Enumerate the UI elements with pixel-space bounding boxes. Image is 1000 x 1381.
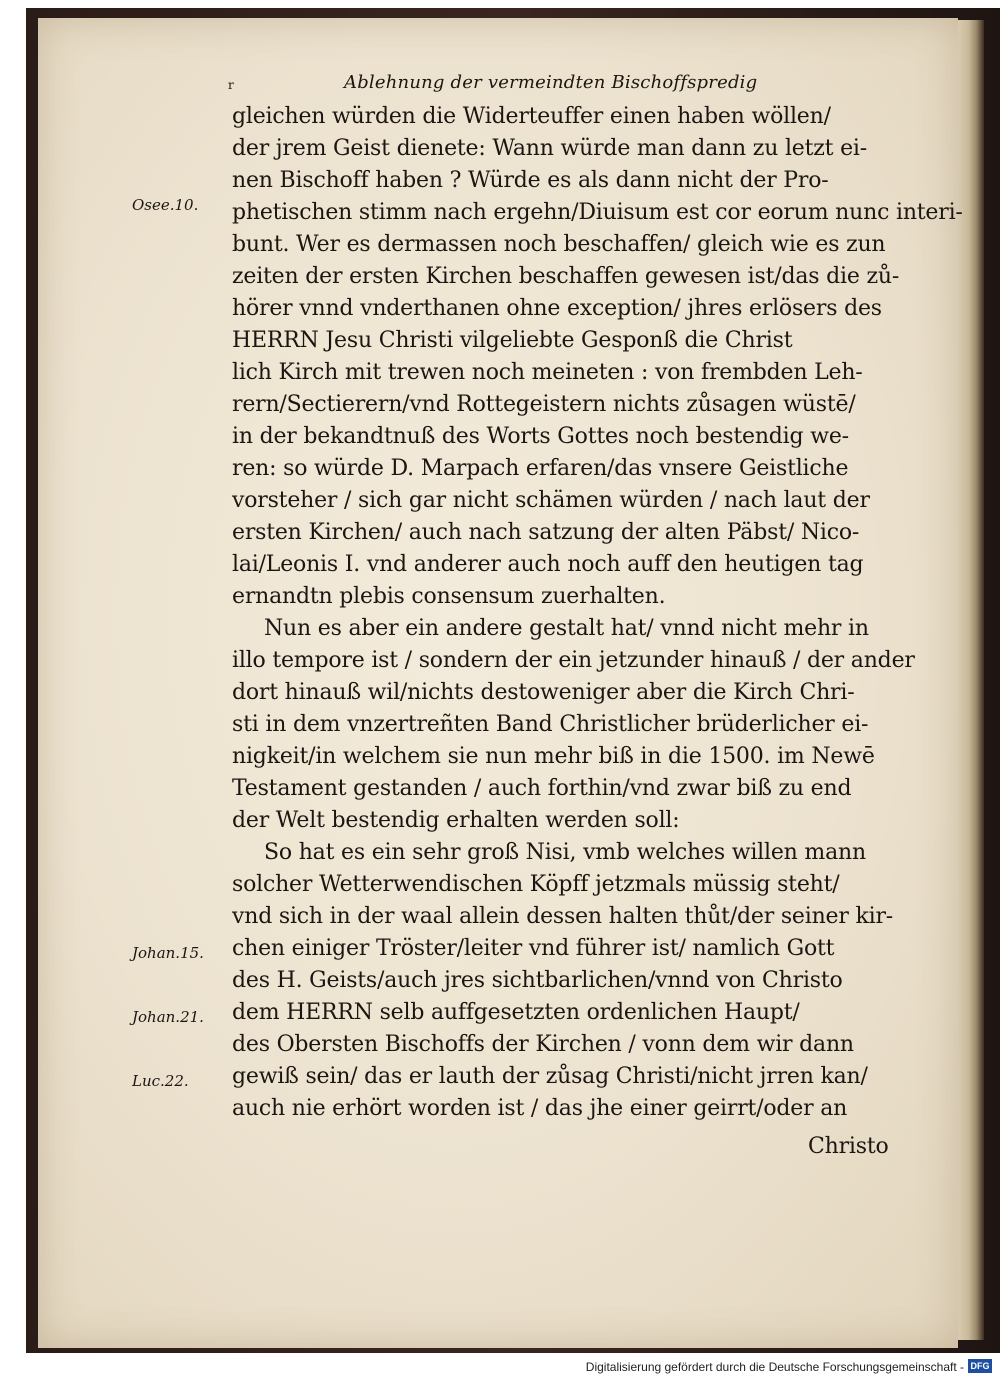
text-line: Testament gestanden / auch forthin/vnd zwar biß zu end [232,776,852,801]
text-line: nen Bischoff haben ? Würde es als dann nicht der Pro- [232,168,829,193]
page-mark: r [228,78,234,92]
text-line: rern/Sectierern/vnd Rottegeistern nichts zůsagen wüstē/ [232,392,856,417]
text-line: Nun es aber ein andere gestalt hat/ vnnd nicht mehr in [264,616,869,641]
text-line: HERRN Jesu Christi vilgeliebte Gesponß die Christ [232,328,793,353]
text-line: hörer vnnd vnderthanen ohne exception/ jhres erlösers des [232,296,882,321]
text-line: des Obersten Bischoffs der Kirchen / vonn dem wir dann [232,1032,854,1057]
footer-bar [0,1353,1000,1381]
text-line: dort hinauß wil/nichts destoweniger aber die Kirch Chri- [232,680,855,705]
text-line: der Welt bestendig erhalten werden soll: [232,808,680,833]
text-line: sti in dem vnzertreñten Band Christlicher brüderlicher ei- [232,712,869,737]
text-line: solcher Wetterwendischen Köpff jetzmals müssig steht/ [232,872,840,897]
funding-credit: Digitalisierung gefördert durch die Deutsche Forschungsgemeinschaft - [585,1360,964,1374]
text-line: der jrem Geist dienete: Wann würde man dann zu letzt ei- [232,136,867,161]
text-line: vnd sich in der waal allein dessen halten thůt/der seiner kir- [232,904,894,929]
text-line: ren: so würde D. Marpach erfaren/das vnsere Geistliche [232,456,849,481]
text-line: So hat es ein sehr groß Nisi, vmb welches willen mann [264,840,866,865]
margin-note: Johan.15. [132,944,204,962]
text-line: gewiß sein/ das er lauth der zůsag Christi/nicht jrren kan/ [232,1064,868,1089]
text-line: ersten Kirchen/ auch nach satzung der alten Päbst/ Nico- [232,520,860,545]
margin-note: Osee.10. [132,196,199,214]
text-line: des H. Geists/auch jres sichtbarlichen/vnnd von Christo [232,968,843,993]
text-line: chen einiger Tröster/leiter vnd führer ist/ namlich Gott [232,936,835,961]
text-line: dem HERRN selb auffgesetzten ordenlichen Haupt/ [232,1000,800,1025]
margin-note: Johan.21. [132,1008,204,1026]
text-line: phetischen stimm nach ergehn/Diuisum est cor eorum nunc interi- [232,200,963,225]
margin-note: Luc.22. [132,1072,189,1090]
text-line: auch nie erhört worden ist / das jhe einer geirrt/oder an [232,1096,848,1121]
text-line: lich Kirch mit trewen noch meineten : von frembden Leh- [232,360,863,385]
text-line: vorsteher / sich gar nicht schämen würden / nach laut der [232,488,870,513]
catchword: Christo [808,1134,889,1159]
text-line: illo tempore ist / sondern der ein jetzunder hinauß / der ander [232,648,915,673]
text-line: zeiten der ersten Kirchen beschaffen gewesen ist/das die zů- [232,264,900,289]
text-line: nigkeit/in welchem sie nun mehr biß in die 1500. im Newē [232,744,875,769]
text-line: bunt. Wer es dermassen noch beschaffen/ gleich wie es zun [232,232,886,257]
text-line: lai/Leonis I. vnd anderer auch noch auff den heutigen tag [232,552,864,577]
text-line: ernandtn plebis consensum zuerhalten. [232,584,666,609]
running-head: Ablehnung der vermeindten Bischoffspredig [344,72,758,93]
text-line: in der bekandtnuß des Worts Gottes noch bestendig we- [232,424,849,449]
text-line: gleichen würden die Widerteuffer einen haben wöllen/ [232,104,831,129]
dfg-logo: DFG [968,1359,992,1373]
